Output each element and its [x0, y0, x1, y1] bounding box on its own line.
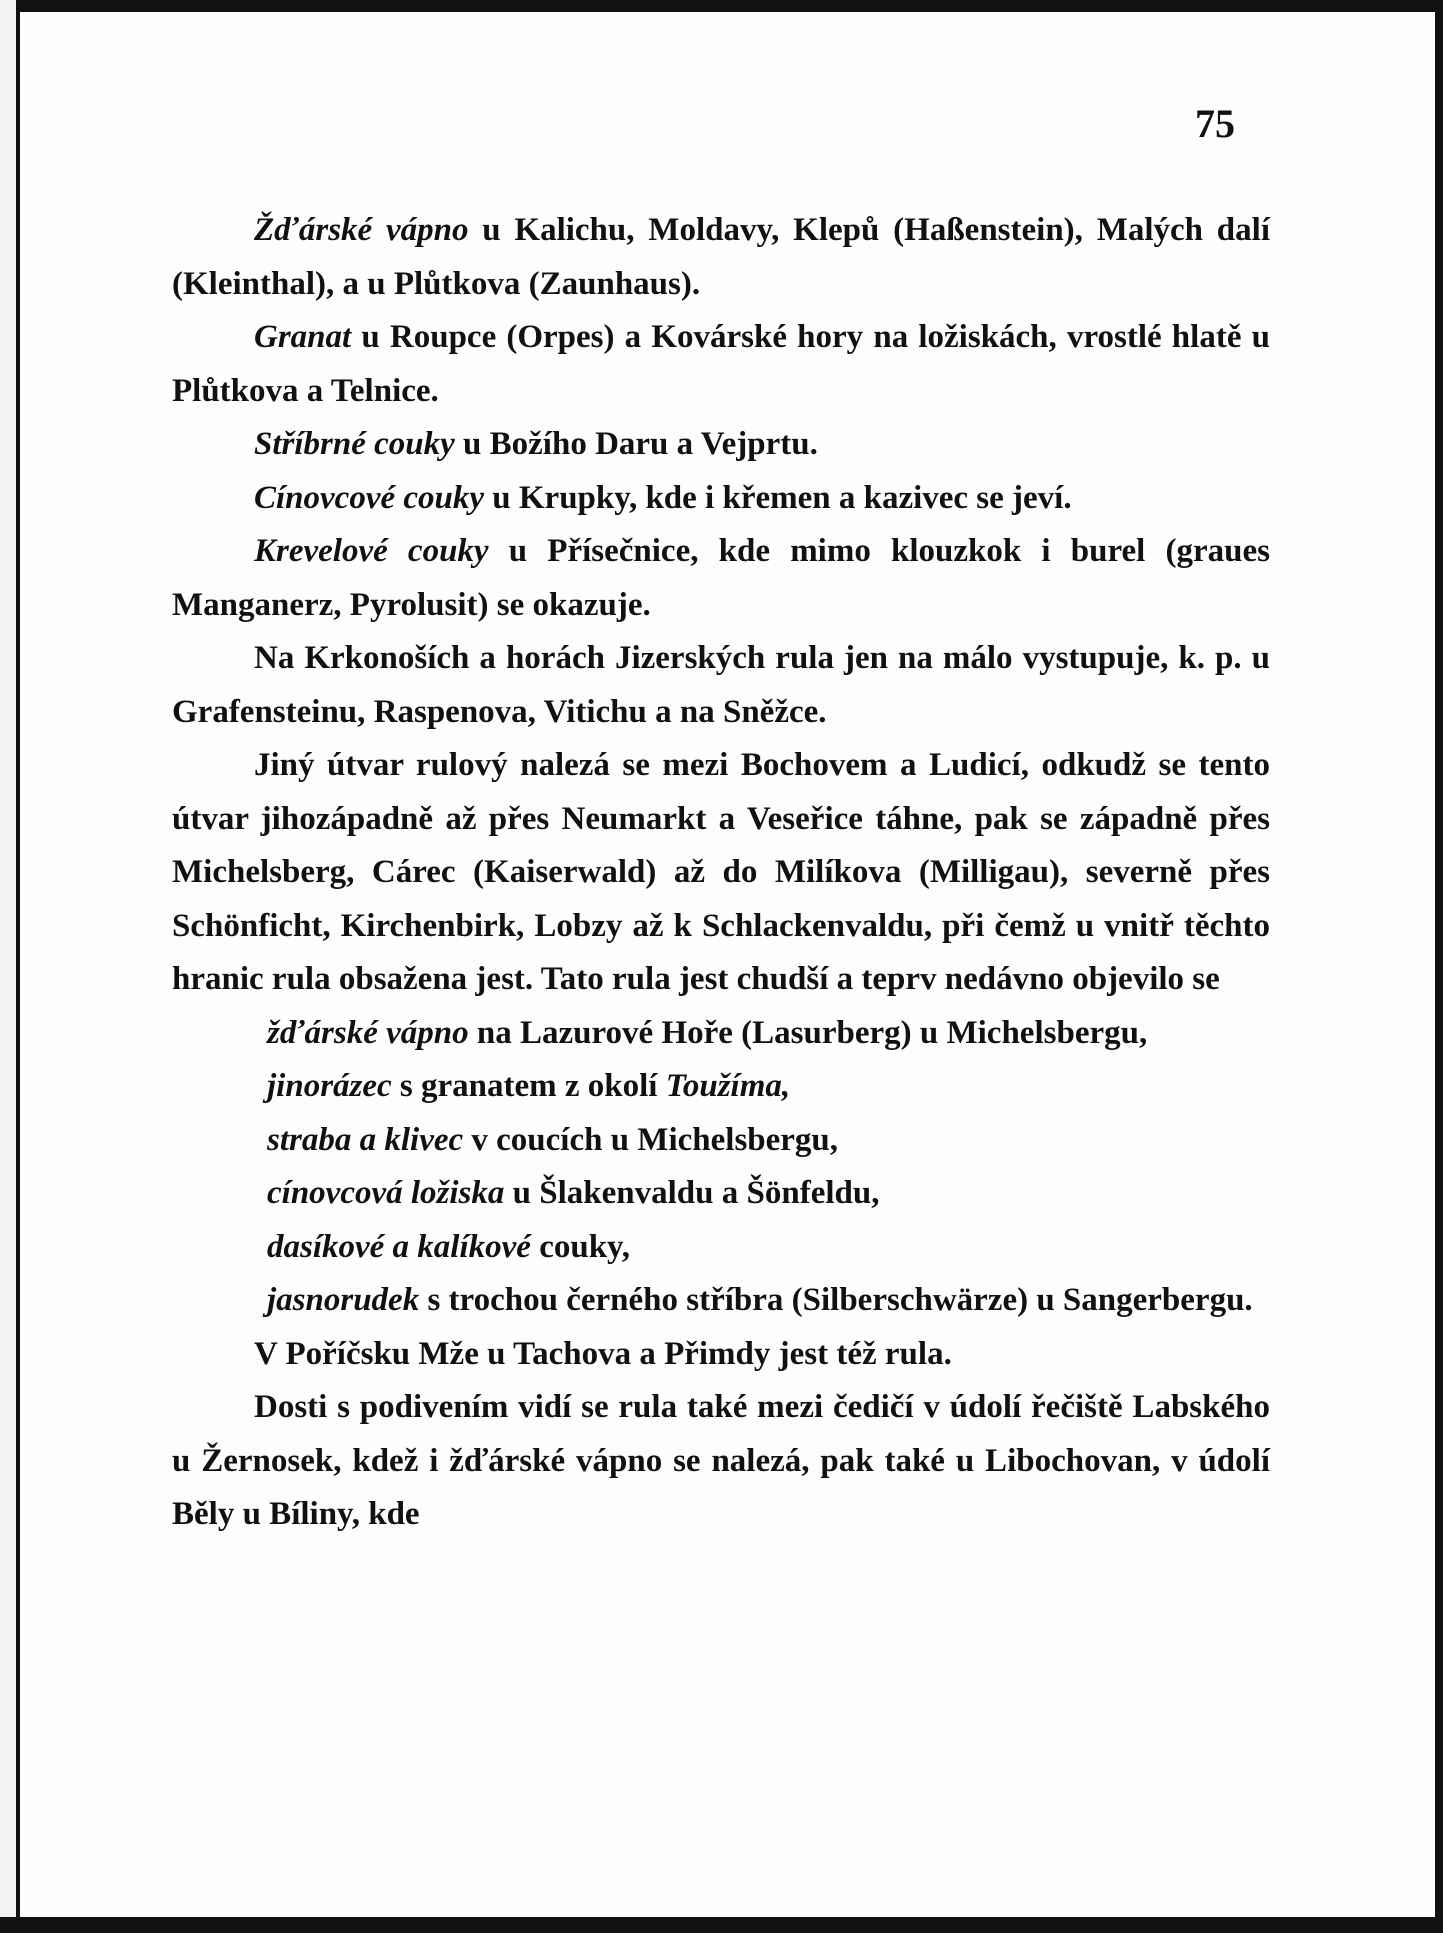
- paragraph-text: u Přísečnice, kde mimo klouzkok i burel (graues Manganerz, Pyrolusit) se okazuje.: [172, 533, 1270, 623]
- list-item-zdarske-vapno: [172, 1007, 1270, 1061]
- term: Krevelové couky: [254, 533, 489, 569]
- list-item-jasnorudek: [172, 1274, 1270, 1328]
- scan-border-bottom: [0, 1917, 1443, 1933]
- term: jasnorudek: [267, 1282, 420, 1318]
- paragraph-jiny-utvar: Jiný útvar rulový nalezá se mezi Bochovem a Ludicí, odkudž se tento útvar jihozápadně až přes Neumarkt a Veseřice táhne, pak se západně přes Michelsberg, Cárec (Kaiserwald) až do Milíkova (Milligau), severně přes Schönficht, Kirchenbirk, Lobzy až k Schlackenvaldu, při čemž u vnitř těchto hranic rula obsažena jest. Tato rula jest chudší a teprv nedávno objevilo se: [172, 747, 1270, 997]
- paragraph-text: u Kalichu, Moldavy, Klepů (Haßenstein), Malých dalí (Kleinthal), a u Plůtkova (Zaunhaus).: [172, 212, 1270, 302]
- paragraph-text: u Krupky, kde i křemen a kazivec se jeví.: [484, 479, 1072, 516]
- term: dasíkové a kalíkové: [267, 1228, 531, 1265]
- term: Žďárské vápno: [254, 212, 469, 248]
- place-name: Toužíma,: [665, 1068, 791, 1104]
- paragraph-granat: [172, 311, 1270, 418]
- list-item-text: u Šlakenvaldu a Šönfeldu,: [504, 1175, 880, 1211]
- paragraph-stribrne-couky: [172, 418, 1270, 472]
- paragraph-text: u Roupce (Orpes) a Kovárské hory na ložiskách, vrostlé hlatě u Plůtkova a Telnice.: [172, 319, 1270, 409]
- list-item-text: na Lazurové Hoře (Lasurberg) u Michelsbergu,: [468, 1014, 1148, 1051]
- page-number: 75: [1195, 101, 1235, 146]
- paragraph-krkonose: Na Krkonoších a horách Jizerských rula jen na málo vystupuje, k. p. u Grafensteinu, Raspenova, Vitichu a na Sněžce.: [172, 640, 1270, 730]
- list-item-text: s trochou černého stříbra (Silberschwärze) u Sangerbergu.: [419, 1282, 1253, 1318]
- list-item-text: couky,: [530, 1228, 630, 1265]
- paragraph-text: u Božího Daru a Vejprtu.: [454, 426, 818, 462]
- term: Stříbrné couky: [254, 426, 455, 462]
- term: žďárské vápno: [267, 1014, 469, 1051]
- paragraph-dosti: Dosti s podivením vidí se rula také mezi čedičí v údolí řečiště Labského u Žernosek, kdež i žďárské vápno se nalezá, pak také u Libochovan, v údolí Běly u Bíliny, kde: [172, 1389, 1270, 1532]
- term: straba a klivec: [267, 1121, 464, 1158]
- book-page: [24, 12, 1435, 1917]
- scan-border-left: [0, 0, 20, 1933]
- term: Cínovcové couky: [254, 479, 485, 516]
- list-item-jinorazec: [172, 1060, 1270, 1114]
- list-item-text: s granatem z okolí: [391, 1068, 666, 1104]
- term: jinorázec: [267, 1068, 392, 1104]
- paragraph-zdarske-vapno: [172, 204, 1270, 311]
- paragraph-krevelove-couky: [172, 525, 1270, 632]
- list-item-straba: [172, 1114, 1270, 1168]
- term: cínovcová ložiska: [267, 1175, 505, 1211]
- scan-border-top: [0, 0, 1443, 12]
- paragraph-poricsku: V Poříčsku Mže u Tachova a Přimdy jest též rula.: [254, 1335, 952, 1372]
- list-item-text: v coucích u Michelsbergu,: [463, 1121, 839, 1158]
- page-text: [172, 204, 1270, 1542]
- paragraph-cinovcove-couky: [172, 472, 1270, 526]
- list-item-dasikove: [172, 1221, 1270, 1275]
- term: Granat: [254, 319, 352, 355]
- scan-border-right: [1435, 0, 1443, 1933]
- list-item-cinovcova-loziska: [172, 1167, 1270, 1221]
